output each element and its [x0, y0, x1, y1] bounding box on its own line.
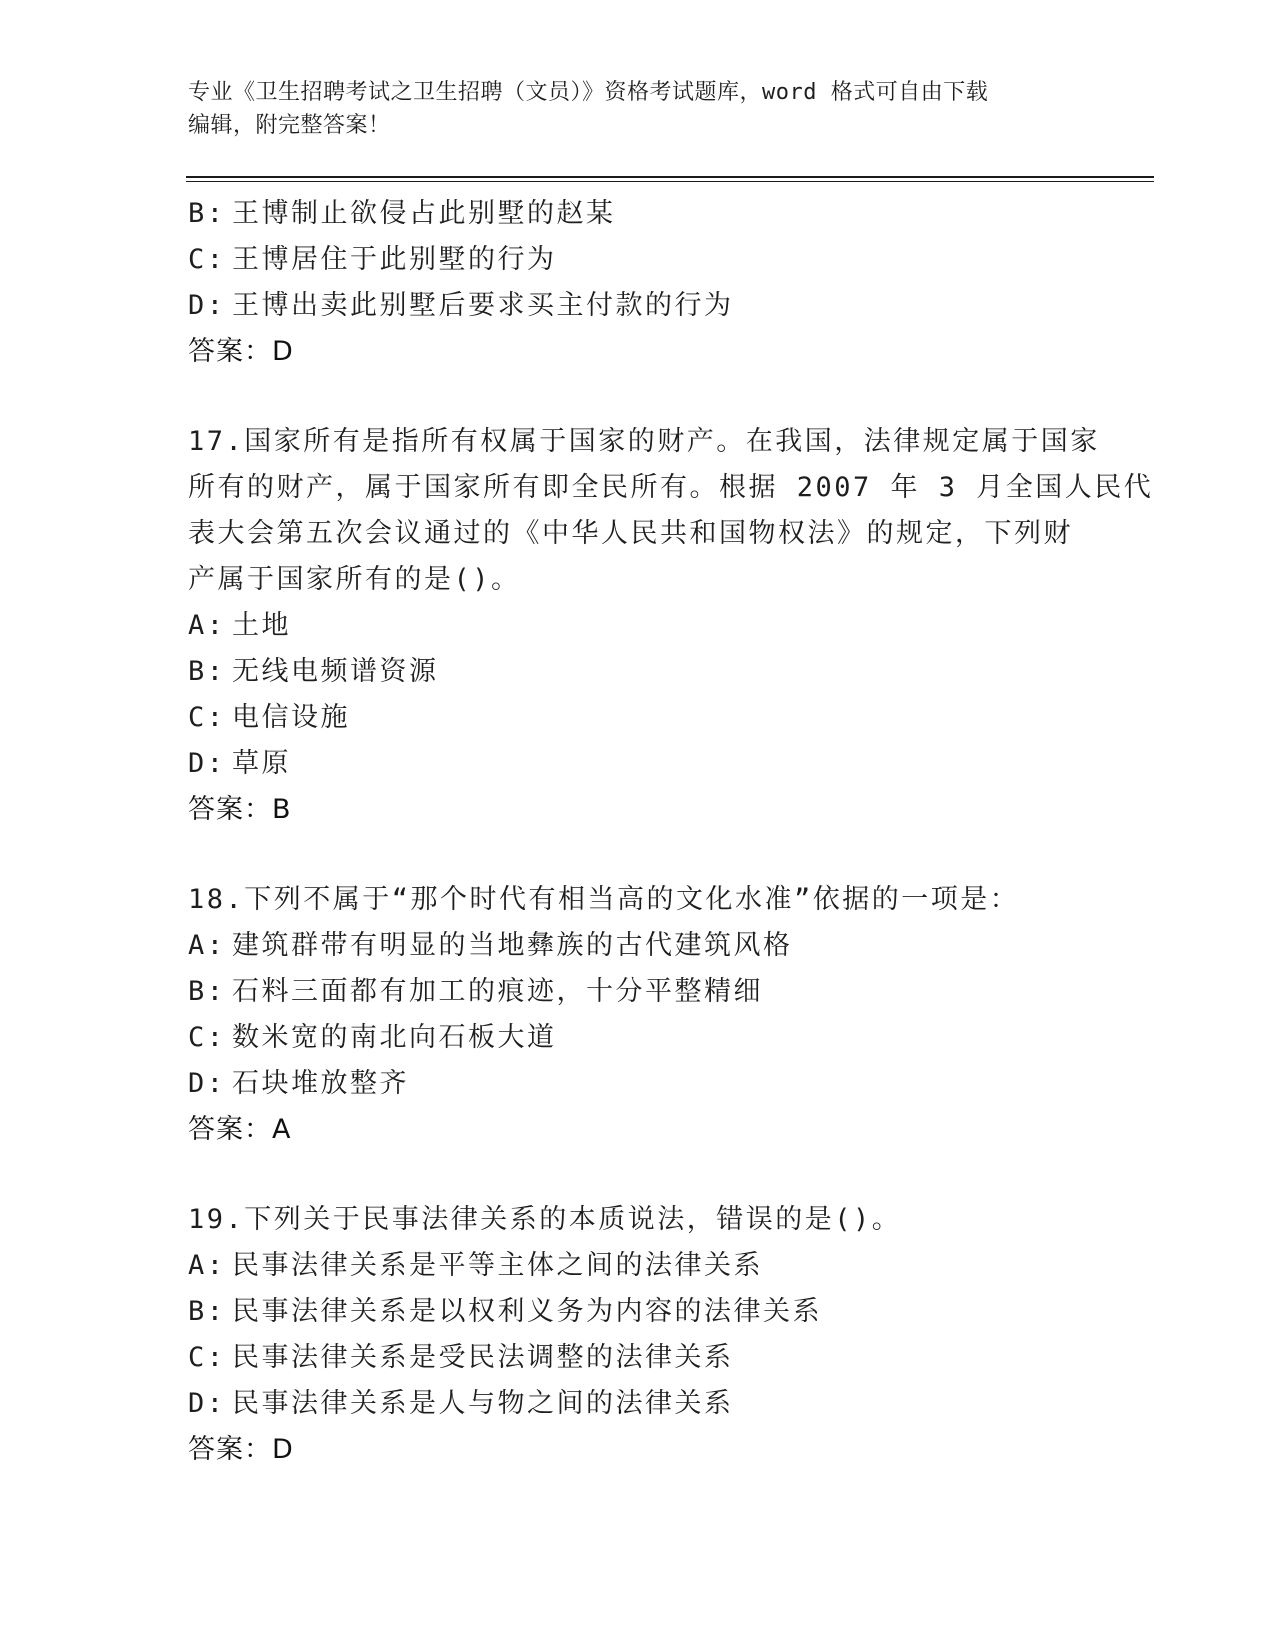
question-17	[188, 419, 1154, 833]
header-divider	[186, 176, 1154, 178]
option-c: C: 电信设施	[188, 702, 350, 733]
question-text	[188, 1197, 1088, 1243]
option-c: C: 民事法律关系是受民法调整的法律关系	[188, 1342, 734, 1373]
document-header	[188, 76, 1088, 142]
option-b: B: 王博制止欲侵占此别墅的赵某	[188, 198, 616, 229]
option-d: D: 民事法律关系是人与物之间的法律关系	[188, 1388, 734, 1419]
question-18	[188, 877, 1088, 1153]
question-text	[188, 877, 1088, 923]
question-text-line: 19.下列关于民事法律关系的本质说法，错误的是()。	[188, 1204, 902, 1235]
question-list	[188, 191, 1154, 1473]
header-divider-thin	[186, 181, 1154, 182]
answer-line: 答案：D	[188, 336, 294, 367]
option-a: A: 土地	[188, 610, 291, 641]
question-16-tail	[188, 191, 1088, 375]
header-line-1: 专业《卫生招聘考试之卫生招聘（文员）》资格考试题库，word 格式可自由下载	[188, 80, 989, 105]
question-text-line: 18.下列不属于“那个时代有相当高的文化水准”依据的一项是：	[188, 884, 1020, 915]
option-b: B: 无线电频谱资源	[188, 656, 439, 687]
option-a: A: 民事法律关系是平等主体之间的法律关系	[188, 1250, 763, 1281]
option-d: D: 王博出卖此别墅后要求买主付款的行为	[188, 290, 734, 321]
option-c: C: 数米宽的南北向石板大道	[188, 1022, 557, 1053]
option-b: B: 石料三面都有加工的痕迹，十分平整精细	[188, 976, 763, 1007]
question-19	[188, 1197, 1088, 1473]
option-b: B: 民事法律关系是以权利义务为内容的法律关系	[188, 1296, 822, 1327]
question-text-line: 17.国家所有是指所有权属于国家的财产。在我国，法律规定属于国家	[188, 426, 1100, 457]
answer-line: 答案：B	[188, 794, 292, 825]
question-text-line: 产属于国家所有的是()。	[188, 564, 521, 595]
answer-line: 答案：D	[188, 1434, 294, 1465]
option-d: D: 草原	[188, 748, 291, 779]
header-line-2: 编辑，附完整答案！	[188, 113, 391, 138]
question-text	[188, 419, 1154, 603]
answer-line: 答案：A	[188, 1114, 292, 1145]
question-text-line: 所有的财产，属于国家所有即全民所有。根据 2007 年 3 月全国人民代	[188, 472, 1154, 503]
option-c: C: 王博居住于此别墅的行为	[188, 244, 557, 275]
question-text-line: 表大会第五次会议通过的《中华人民共和国物权法》的规定，下列财	[188, 518, 1073, 549]
option-a: A: 建筑群带有明显的当地彝族的古代建筑风格	[188, 930, 793, 961]
option-d: D: 石块堆放整齐	[188, 1068, 409, 1099]
